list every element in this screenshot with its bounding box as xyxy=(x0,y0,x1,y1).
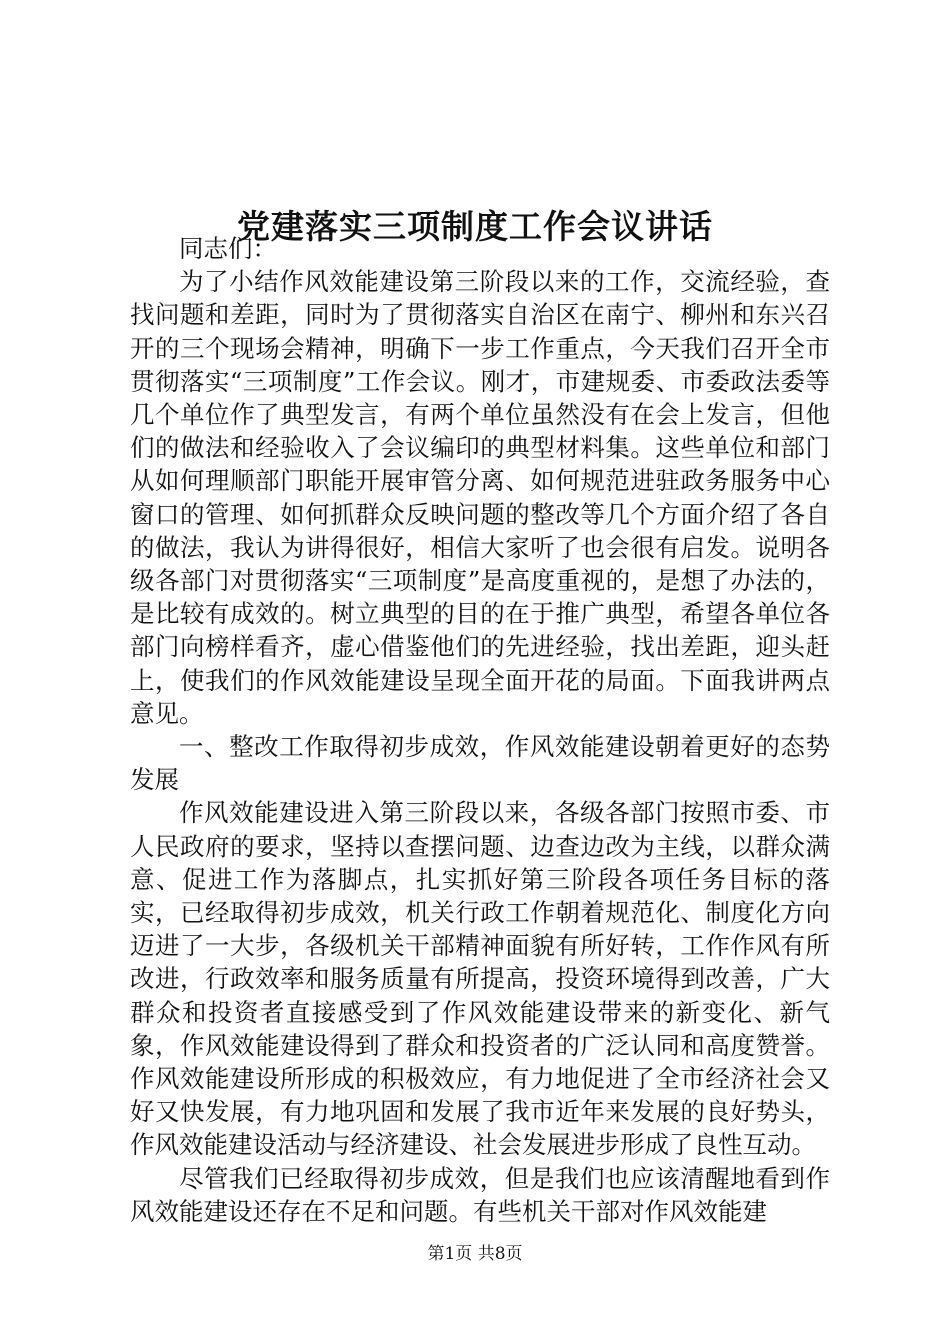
body-paragraph: 作风效能建设进入第三阶段以来，各级各部门按照市委、市人民政府的要求，坚持以查摆问题、边查边改为主线，以群众满意、促进工作为落脚点，扎实抓好第三阶段各项任务目标的落实，已经取得初步成效，机关行政工作朝着规范化、制度化方向迈进了一大步，各级机关干部精神面貌有所好转，工作作风有所改进，行政效率和服务质量有所提高，投资环境得到改善，广大群众和投资者直接感受到了作风效能建设带来的新变化、新气象，作风效能建设得到了群众和投资者的广泛认同和高度赞誉。作风效能建设所形成的积极效应，有力地促进了全市经济社会又好又快发展，有力地巩固和发展了我市近年来发展的良好势头，作风效能建设活动与经济建设、社会发展进步形成了良性互动。 xyxy=(130,798,830,1160)
salutation-paragraph: 同志们： xyxy=(179,234,277,263)
body-paragraph: 为了小结作风效能建设第三阶段以来的工作，交流经验，查找问题和差距，同时为了贯彻落实自治区在南宁、柳州和东兴召开的三个现场会精神，明确下一步工作重点，今天我们召开全市贯彻落实“三项制度”工作会议。刚才，市建规委、市委政法委等几个单位作了典型发言，有两个单位虽然没有在会上发言，但他们的做法和经验收入了会议编印的典型材料集。这些单位和部门从如何理顺部门职能开展审管分离、如何规范进驻政务服务中心窗口的管理、如何抓群众反映问题的整改等几个方面介绍了各自的做法，我认为讲得很好，相信大家听了也会很有启发。说明各级各部门对贯彻落实“三项制度”是高度重视的，是想了办法的，是比较有成效的。树立典型的目的在于推广典型，希望各单位各部门向榜样看齐，虚心借鉴他们的先进经验，找出差距，迎头赶上，使我们的作风效能建设呈现全面开花的局面。下面我讲两点意见。 xyxy=(130,267,830,728)
section-heading: 一、整改工作取得初步成效，作风效能建设朝着更好的态势发展 xyxy=(130,732,830,795)
document-title: 党建落实三项制度工作会议讲话 xyxy=(237,207,713,247)
page-number-footer: 第1页 共8页 xyxy=(427,1244,523,1264)
body-paragraph: 尽管我们已经取得初步成效，但是我们也应该清醒地看到作风效能建设还存在不足和问题。有些机关干部对作风效能建 xyxy=(130,1163,830,1226)
document-body xyxy=(130,232,830,1228)
